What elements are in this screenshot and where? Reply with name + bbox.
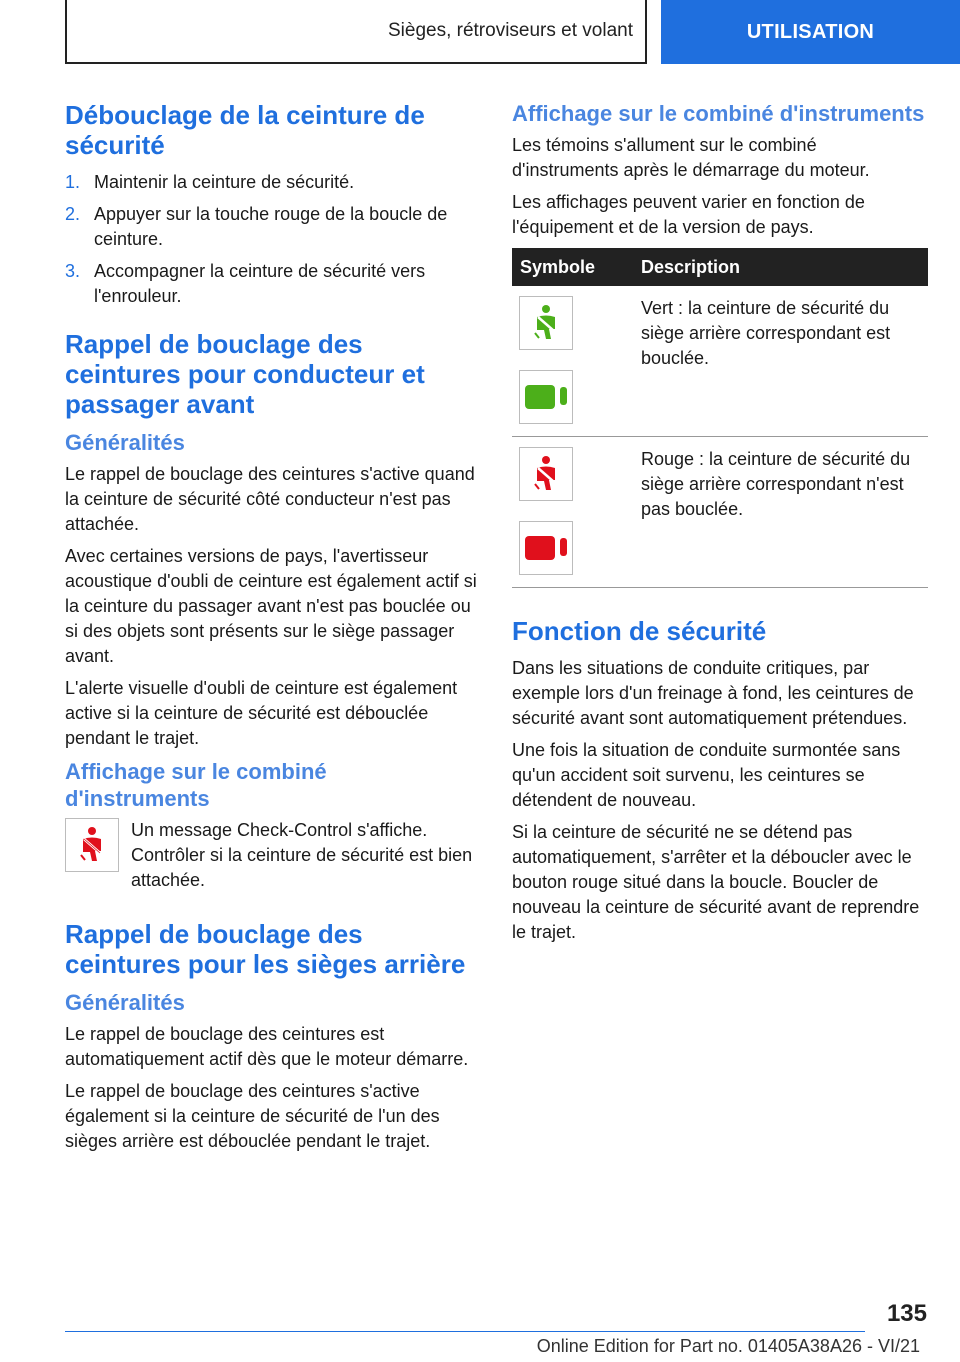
chapter-tab[interactable]: UTILISATION [661,0,960,64]
subheading-general-rear: Généralités [65,990,185,1015]
subheading-instrument-display-front: Affichage sur le combiné d'instruments [65,759,327,811]
list-item [65,170,477,195]
subheading-general-front: Généralités [65,430,185,455]
step-number: 3. [65,261,81,281]
paragraph: Dans les situations de conduite critiques, par exemple lors d'un freinage à fond, les ceintures de sécurité avant sont automatiquement prétendues. [512,658,914,728]
paragraph: Avec certaines versions de pays, l'avertisseur acoustique d'oubli de ceinture est également actif si la ceinture du passager avant n'est pas bouclée ou si des objets sont présents sur le siège passager avant. [65,546,477,666]
icon-note-text: Un message Check-Control s'affiche. Contrôler si la ceinture de sécurité est bien attachée. [131,820,473,890]
paragraph: Une fois la situation de conduite surmontée sans qu'un accident soit survenu, les ceintures se détendent de nouveau. [512,740,901,810]
paragraph: Les témoins s'allument sur le combiné d'instruments après le démarrage du moteur. [512,135,870,180]
list-item [65,202,477,252]
step-number: 1. [65,172,81,192]
step-text: Maintenir la ceinture de sécurité. [94,172,355,192]
steps-list [65,170,477,309]
left-column [65,100,477,1161]
heading-rear-reminder: Rappel de bouclage des ceintures pour les sièges arrière [65,919,466,979]
page-number: 135 [886,1300,927,1327]
paragraph: Si la ceinture de sécurité ne se détend pas automatiquement, s'arrêter et la déboucler avec le bouton rouge situé dans la boucle. Boucler de nouveau la ceinture de sécurité avant de reprendre le trajet. [512,822,920,942]
paragraph: L'alerte visuelle d'oubli de ceinture est également active si la ceinture de sécurité est débouclée pendant le trajet. [65,678,458,748]
table-row [512,437,928,588]
heading-safety-function: Fonction de sécurité [512,616,767,646]
symbol-cell [512,286,633,437]
seatbelt-icon [519,447,573,501]
table-header-row [512,248,928,286]
paragraph: Le rappel de bouclage des ceintures s'active également si la ceinture de sécurité de l'un des sièges arrière est débouclée pendant le trajet. [65,1081,440,1151]
icon-note [65,818,477,893]
rear-seat-indicator-icon [519,521,573,575]
description-cell: Rouge : la ceinture de sécurité du siège arrière correspondant n'est pas bouclée. [633,437,928,588]
list-item [65,259,477,309]
seatbelt-icon [519,296,573,350]
table-row [512,286,928,437]
rear-seat-indicator-icon [519,370,573,424]
right-column [512,100,928,952]
symbol-table [512,248,928,588]
column-header-description: Description [633,248,928,286]
edition-footer: Online Edition for Part no. 01405A38A26 - VI/21 [536,1336,920,1356]
paragraph: Le rappel de bouclage des ceintures est automatiquement actif dès que le moteur démarre. [65,1024,469,1069]
step-number: 2. [65,204,81,224]
footer-divider [65,1331,865,1332]
step-text: Accompagner la ceinture de sécurité vers l'enrouleur. [94,261,426,306]
step-text: Appuyer sur la touche rouge de la boucle de ceinture. [94,204,448,249]
running-header-section: Sièges, rétroviseurs et volant [65,0,647,64]
description-cell: Vert : la ceinture de sécurité du siège arrière correspondant est bouclée. [633,286,928,437]
symbol-cell [512,437,633,588]
seatbelt-icon [65,818,119,872]
paragraph: Le rappel de bouclage des ceintures s'active quand la ceinture de sécurité côté conducteur n'est pas attachée. [65,464,475,534]
heading-unbuckling: Débouclage de la ceinture de sécurité [65,100,425,160]
column-header-symbol: Symbole [512,248,633,286]
subheading-instrument-display-rear: Affichage sur le combiné d'instruments [512,101,925,126]
heading-front-reminder: Rappel de bouclage des ceintures pour conducteur et passager avant [65,329,425,419]
paragraph: Les affichages peuvent varier en fonction de l'équipement et de la version de pays. [512,192,865,237]
